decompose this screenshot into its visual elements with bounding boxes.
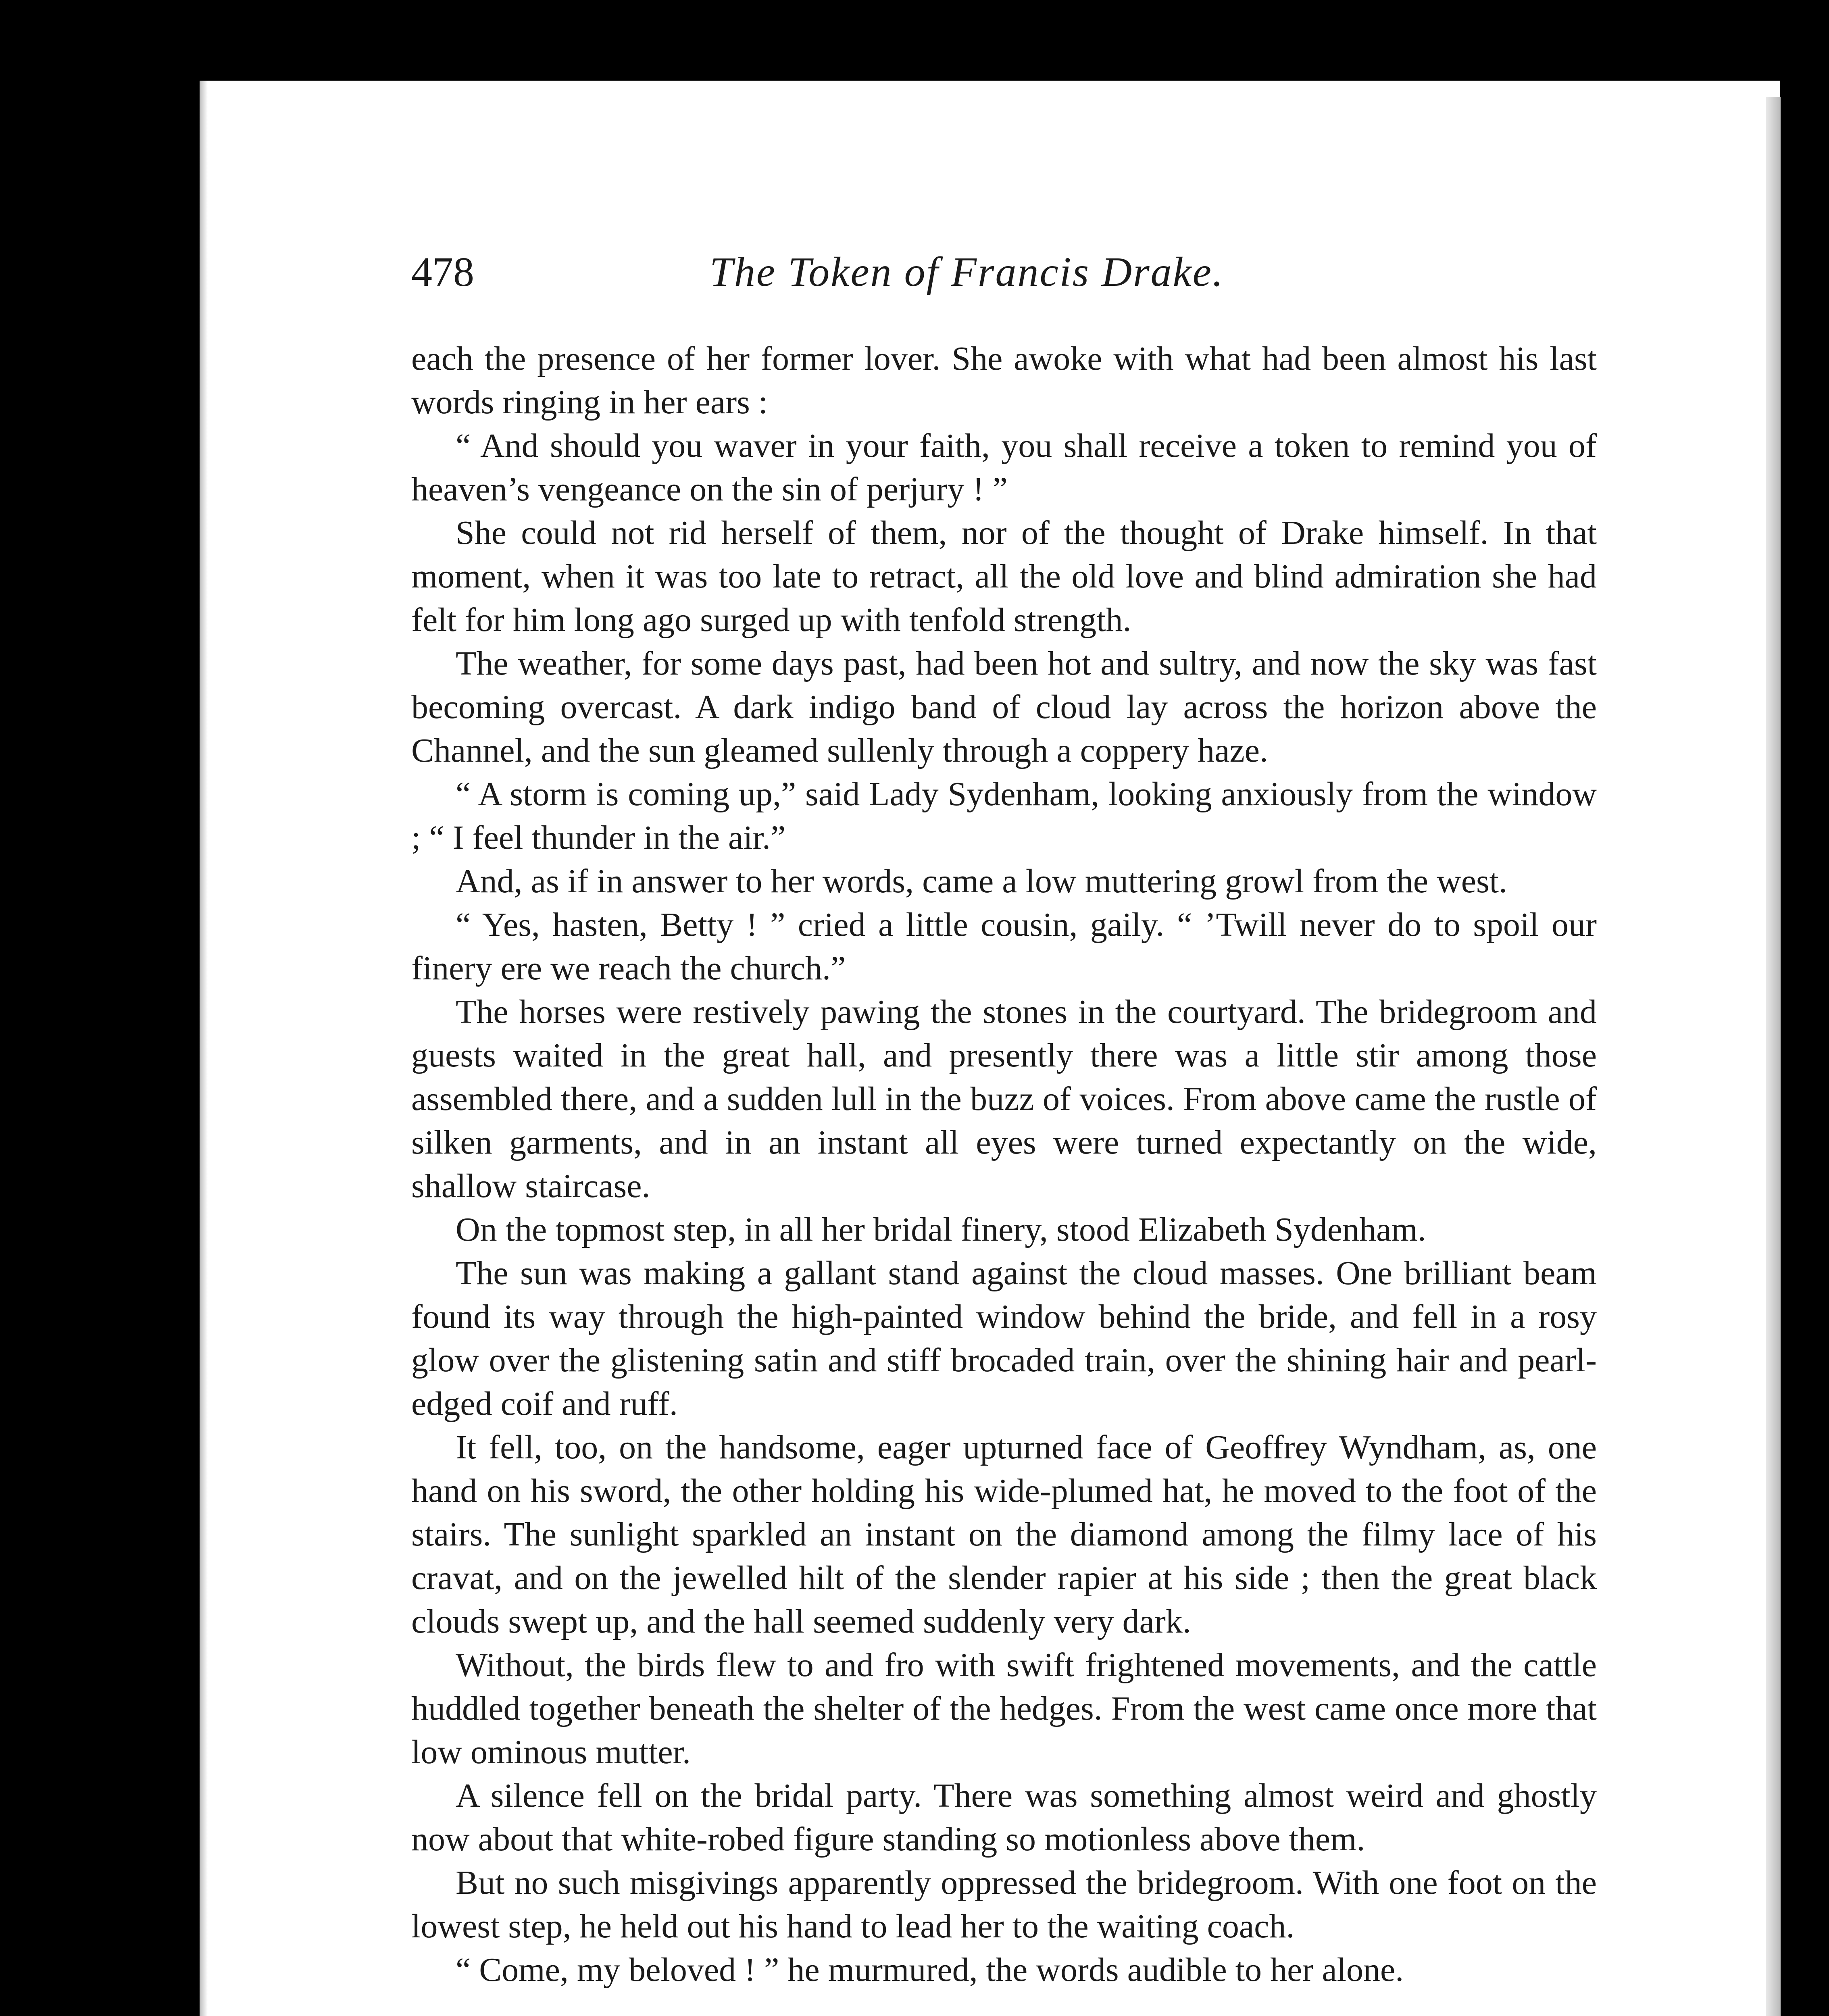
page-edge-strip bbox=[1766, 97, 1781, 2016]
running-title: The Token of Francis Drake. bbox=[710, 249, 1224, 295]
paragraph: And, as if in answer to her words, came a low muttering growl from the west. bbox=[456, 862, 1508, 900]
paragraph: She could not rid herself of them, nor of the thought of Drake himself. In that moment, when it was too late to retract, all the old love and blind admiration she had felt for him long ago surged up with tenfold strength. bbox=[411, 514, 1597, 639]
paragraph: “ And should you waver in your faith, you shall receive a token to remind you of heaven’s vengeance on the sin of perjury ! ” bbox=[411, 427, 1597, 508]
paragraph: “ Yes, hasten, Betty ! ” cried a little cousin, gaily. “ ’Twill never do to spoil our finery ere we reach the church.” bbox=[411, 906, 1597, 987]
paragraph: A silence fell on the bridal party. There was something almost weird and ghostly now about that white-robed figure standing so motionless above them. bbox=[411, 1777, 1597, 1858]
paragraph: But no such misgivings apparently oppressed the bridegroom. With one foot on the lowest step, he held out his hand to lead her to the waiting coach. bbox=[411, 1864, 1597, 1945]
paragraph: “ Come, my beloved ! ” he murmured, the words audible to her alone. bbox=[456, 1951, 1404, 1989]
paragraph: It fell, too, on the handsome, eager upturned face of Geoffrey Wyndham, as, one hand on his sword, the other holding his wide-plumed hat, he moved to the foot of the stairs. The sunlight sparkled an instant on the diamond among the filmy lace of his cravat, and on the jewelled hilt of the slender rapier at his side ; then the great black clouds swept up, and the hall seemed suddenly very dark. bbox=[411, 1429, 1597, 1640]
paragraph: On the topmost step, in all her bridal finery, stood Elizabeth Sydenham. bbox=[456, 1211, 1426, 1248]
paragraph: The weather, for some days past, had been hot and sultry, and now the sky was fast becoming overcast. A dark indigo band of cloud lay across the horizon above the Channel, and the sun gleamed sullenly through a coppery haze. bbox=[411, 645, 1597, 769]
paragraph: Without, the birds flew to and fro with swift frightened movements, and the cattle huddled together beneath the shelter of the hedges. From the west came once more that low ominous mutter. bbox=[411, 1646, 1597, 1771]
body-text bbox=[411, 337, 1597, 1992]
paragraph: The sun was making a gallant stand against the cloud masses. One brilliant beam found its way through the high-painted window behind the bride, and fell in a rosy glow over the glistening satin and stiff brocaded train, over the shining hair and pearl-edged coif and ruff. bbox=[411, 1254, 1597, 1422]
paragraph: The horses were restively pawing the stones in the courtyard. The bridegroom and guests waited in the great hall, and presently there was a little stir among those assembled there, and a sudden lull in the buzz of voices. From above came the rustle of silken garments, and in an instant all eyes were turned expectantly on the wide, shallow staircase. bbox=[411, 993, 1597, 1205]
page-number: 478 bbox=[411, 249, 474, 295]
page-gutter-shadow bbox=[200, 81, 208, 2016]
paragraph: each the presence of her former lover. She awoke with what had been almost his last words ringing in her ears : bbox=[411, 340, 1597, 421]
paragraph: “ A storm is coming up,” said Lady Sydenham, looking anxiously from the window ; “ I feel thunder in the air.” bbox=[411, 775, 1597, 856]
page-header bbox=[411, 248, 1597, 296]
